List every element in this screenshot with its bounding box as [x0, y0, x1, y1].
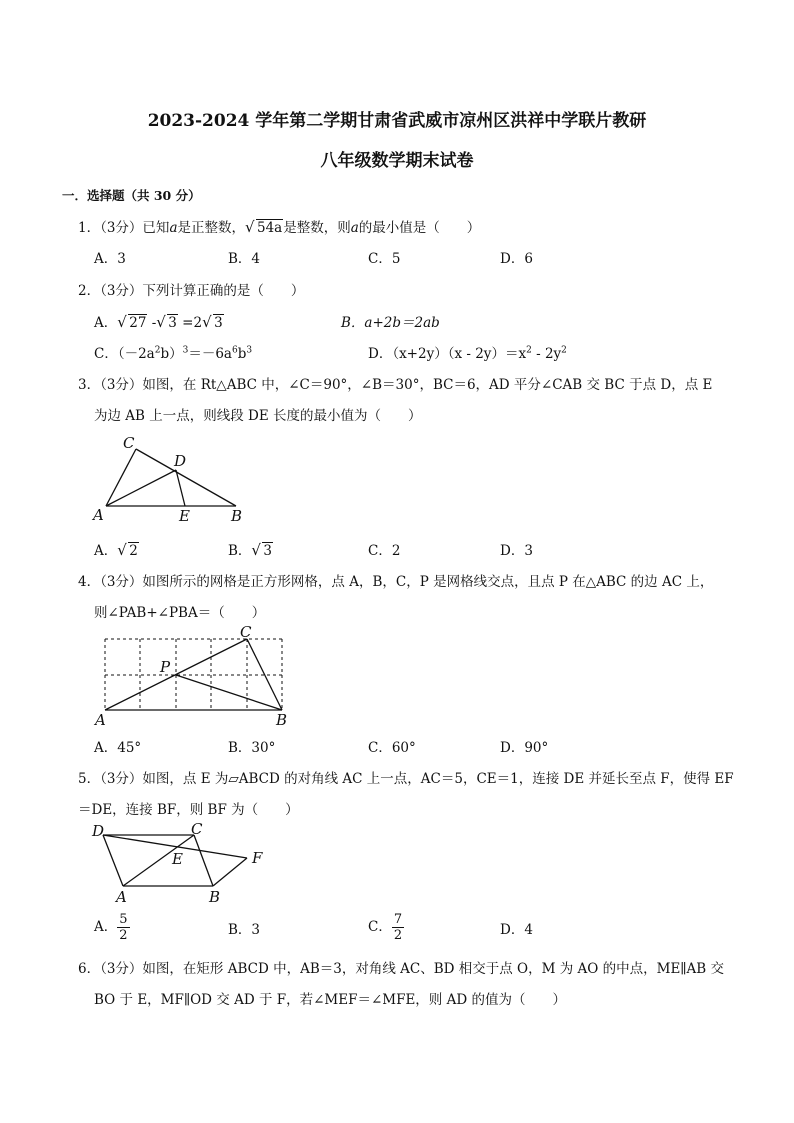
label-c: C: [123, 434, 135, 452]
q4-option-c: C．60°: [368, 740, 416, 756]
q4-grid-figure: [92, 624, 298, 730]
question-3-line1: 3．（3分）如图，在 Rt△ABC 中，∠C＝90°，∠B＝30°，BC＝6，AD 平分∠CAB 交 BC 于点 D，点 E: [78, 377, 713, 393]
label-e: E: [179, 507, 190, 525]
exam-title-line1: 2023-2024 学年第二学期甘肃省武威市凉州区洪祥中学联片教研: [147, 111, 647, 131]
question-1: 1．（3分）已知a是正整数，√ 54a是整数，则a的最小值是（ ）: [78, 216, 480, 236]
q1-option-d: D．6: [500, 251, 533, 267]
q3-option-d: D．3: [500, 543, 533, 559]
q5-parallelogram-figure: [90, 820, 270, 906]
exam-title-line2: 八年级数学期末试卷: [320, 151, 474, 171]
segment-ac: [106, 449, 136, 506]
q3-triangle-figure: [90, 432, 250, 527]
segment-fb: [213, 858, 247, 886]
q1-option-b: B．4: [228, 251, 261, 267]
segment-ac: [123, 835, 194, 886]
question-4-line2: 则∠PAB+∠PBA＝（ ）: [94, 605, 266, 621]
label-a: A: [116, 888, 127, 906]
label-a: A: [95, 711, 106, 729]
q4-option-a: A．45°: [94, 740, 142, 756]
segment-cb: [247, 639, 282, 710]
question-4-line1: 4．（3分）如图所示的网格是正方形网格，点 A，B，C，P 是网格线交点，且点 P 在△ABC 的边 AC 上，: [78, 574, 714, 590]
label-b: B: [231, 507, 243, 525]
label-c: C: [240, 624, 252, 641]
q3-option-a: A．√ 2: [94, 539, 139, 559]
label-b: B: [276, 711, 288, 729]
segment-ad: [103, 835, 123, 886]
question-5-line2: ＝DE，连接 BF，则 BF 为（ ）: [78, 802, 299, 818]
label-e: E: [172, 850, 183, 868]
question-6-line1: 6．（3分）如图，在矩形 ABCD 中，AB＝3，对角线 AC、BD 相交于点 O，M 为 AO 的中点，ME∥AB 交: [78, 961, 724, 977]
label-f: F: [252, 849, 263, 867]
q2-option-b: B．a+2b＝2ab: [341, 315, 440, 331]
q3-option-b: B．√ 3: [228, 539, 273, 559]
q5-option-a: A． $\frac{5}{2}$: [94, 912, 128, 943]
question-3-line2: 为边 AB 上一点，则线段 DE 长度的最小值为（ ）: [94, 408, 422, 424]
label-d: D: [174, 452, 187, 470]
question-5-line1: 5．（3分）如图，点 E 为▱ABCD 的对角线 AC 上一点，AC＝5，CE＝1，连接 DE 并延长至点 F，使得 EF: [78, 771, 734, 787]
segment-cb: [194, 835, 213, 886]
q3-option-c: C．2: [368, 543, 401, 559]
q5-option-d: D．4: [500, 922, 533, 938]
q4-option-b: B．30°: [228, 740, 276, 756]
q2-option-a: A．√ 27 -√ 3 =2√ 3: [94, 311, 224, 331]
label-p: P: [160, 658, 171, 676]
q1-option-a: A．3: [94, 251, 126, 267]
label-d: D: [92, 822, 105, 840]
q2-option-d: D．$(x+2y)(x - 2y)=x^2 - 2y^2$: [368, 345, 567, 362]
segment-ad: [106, 470, 176, 506]
sqrt-symbol: √ 54a: [245, 220, 283, 236]
q4-option-d: D．90°: [500, 740, 549, 756]
label-a: A: [93, 506, 104, 524]
label-b: B: [209, 888, 221, 906]
question-6-line2: BO 于 E，MF∥OD 交 AD 于 F，若∠MEF＝∠MFE，则 AD 的值为（ ）: [94, 992, 566, 1008]
q5-option-b: B．3: [228, 922, 261, 938]
q2-option-c: C．$(-2a^2b)^3=-6a^6b^3$: [94, 345, 253, 362]
q1-option-c: C．5: [368, 251, 401, 267]
segment-de: [176, 470, 185, 506]
section-heading: 一．选择题（共 30 分）: [62, 188, 201, 203]
segment-pb: [176, 675, 282, 710]
question-2: 2．（3分）下列计算正确的是（ ）: [78, 283, 305, 299]
q5-option-c: C． $\frac{7}{2}$: [368, 912, 403, 943]
label-c: C: [191, 820, 203, 838]
fraction: $\frac{5}{2}$: [119, 912, 128, 943]
fraction: $\frac{7}{2}$: [393, 912, 403, 943]
